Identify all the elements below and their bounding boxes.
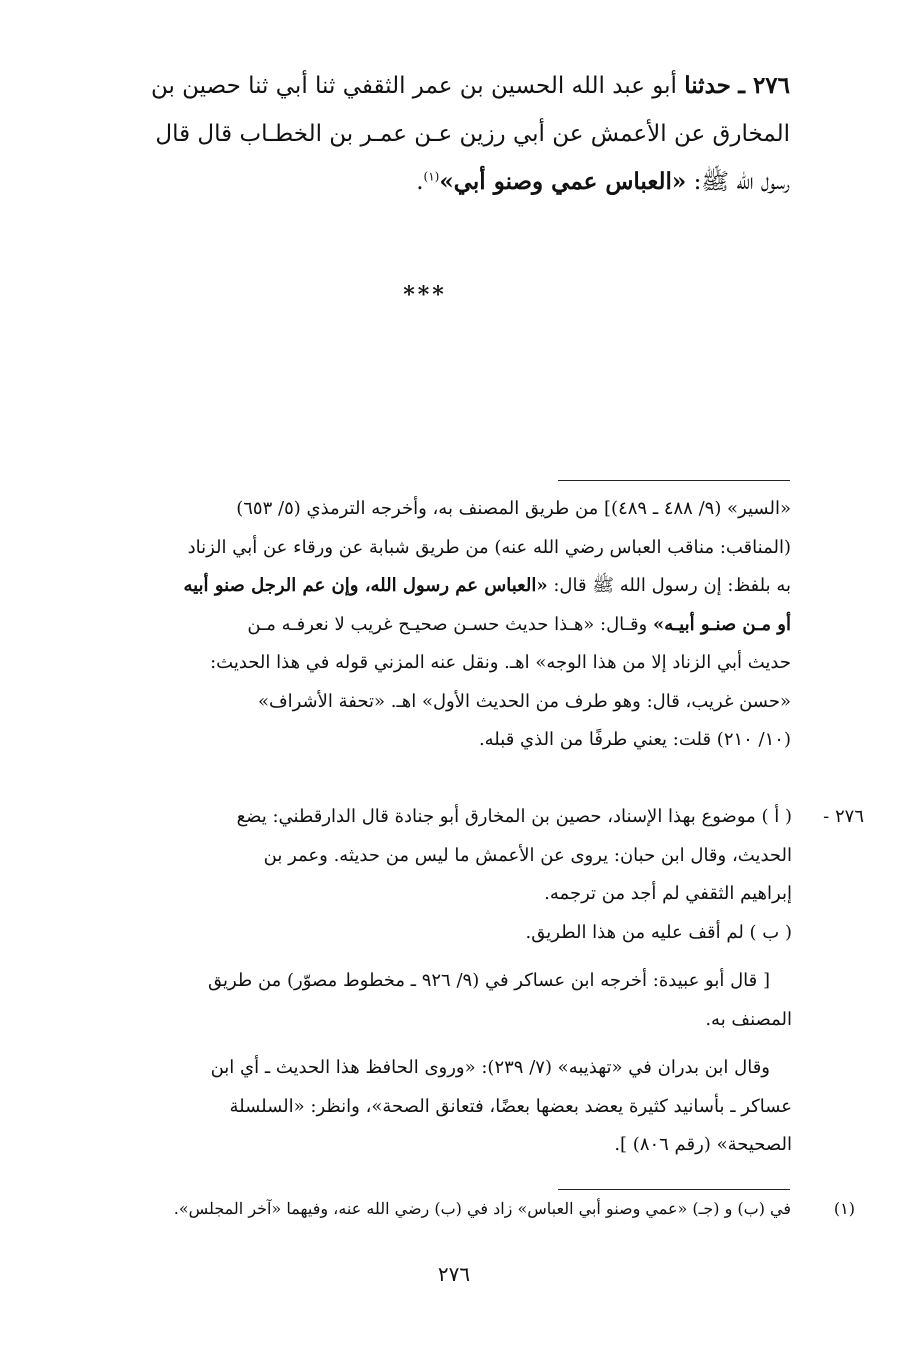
hadith-lead: حدثنا <box>684 72 731 99</box>
note-line: وقال ابن بدران في «تهذيبه» (٧/ ٢٣٩): «وروى الحافظ هذا الحديث ـ أي ابن <box>210 1057 770 1078</box>
hadith-line-2: المخارق عن الأعمش عن أبي رزين عـن عمـر بن الخطـاب قال قال <box>155 121 790 147</box>
hadith-text <box>55 62 790 206</box>
note-line: إبراهيم الثقفي لم أجد من ترجمه. <box>544 883 792 904</box>
hadith-number: ٢٧٦ ـ <box>738 72 790 99</box>
note-line: (١٠/ ٢١٠) قلت: يعني طرفًا من الذي قبله. <box>478 729 791 750</box>
previous-note-continuation <box>56 490 791 760</box>
section-separator: *** <box>403 282 447 308</box>
note-line-part: به بلفظ: إن رسول الله ﷺ قال: <box>553 575 791 596</box>
note-line <box>56 606 791 645</box>
footnote <box>56 1194 855 1224</box>
note-line: حديث أبي الزناد إلا من هذا الوجه» اهـ. ونقل عنه المزني قوله في هذا الحديث: <box>210 652 791 673</box>
footnote-number: (١) <box>833 1199 855 1218</box>
note-line-bold-quote: «العباس عم رسول الله، وإن عم الرجل صنو أبيه <box>183 575 548 596</box>
footnote-text: في (ب) و (جـ) «عمي وصنو أبي العباس» زاد في (ب) رضي الله عنه، وفيهما «آخر المجلس». <box>173 1199 791 1218</box>
note-line: [ قال أبو عبيدة: أخرجه ابن عساكر في (٩/ ٩٢٦ ـ مخطوط مصوّر) من طريق <box>207 970 770 991</box>
note-line-bold-quote-end: أو مـن صنـو أبيـه» <box>652 613 791 635</box>
note-line: الصحيحة» (رقم ٨٠٦) ]. <box>614 1134 792 1155</box>
hadith-line-3-start: رسول الله ﷺ: <box>693 169 790 195</box>
note-line: «حسن غريب، قال: وهو طرف من الحديث الأول» اهـ. «تحفة الأشراف» <box>257 690 791 712</box>
hadith-line-3 <box>55 158 790 206</box>
hadith-matn: «العباس عمي وصنو أبي» <box>439 168 687 195</box>
note-line: ( ب ) لم أقف عليه من هذا الطريق. <box>525 921 792 943</box>
notes-divider <box>558 480 790 481</box>
note-line: ( أ ) موضوع بهذا الإسناد، حصين بن المخارق أبو جنادة قال الدارقطني: يضع <box>236 806 792 827</box>
footnote-divider <box>558 1189 790 1190</box>
note-number: ٢٧٦ - <box>823 806 864 827</box>
note-line: المصنف به. <box>705 1008 792 1030</box>
note-line: الحديث، وقال ابن حبان: يروى عن الأعمش ما ليس من حديثه. وعمر بن <box>263 844 792 866</box>
page-number: ٢٧٦ <box>437 1262 471 1286</box>
note-line-part: وقـال: «هـذا حديث حسـن صحيـح غريب لا نعرفـه مـن <box>247 613 648 635</box>
note-line <box>56 567 791 606</box>
note-line: (المناقب: مناقب العباس رضي الله عنه) من طريق شبابة عن ورقاء عن أبي الزناد <box>187 536 791 558</box>
note-276 <box>57 798 864 1165</box>
hadith-line-1-rest: أبو عبد الله الحسين بن عمر الثقفي ثنا أبي ثنا حصين بن <box>150 73 677 99</box>
hadith-end-mark: . <box>416 169 424 195</box>
footnote-reference: (١) <box>423 169 440 184</box>
note-line: عساكر ـ بأسانيد كثيرة يعضد بعضها بعضًا، فتعانق الصحة»، وانظر: «السلسلة <box>229 1095 792 1117</box>
hadith-line-1 <box>55 62 790 110</box>
note-line: «السير» (٩/ ٤٨٨ ـ ٤٨٩)] من طريق المصنف به، وأخرجه الترمذي (٥/ ٦٥٣) <box>236 498 791 519</box>
